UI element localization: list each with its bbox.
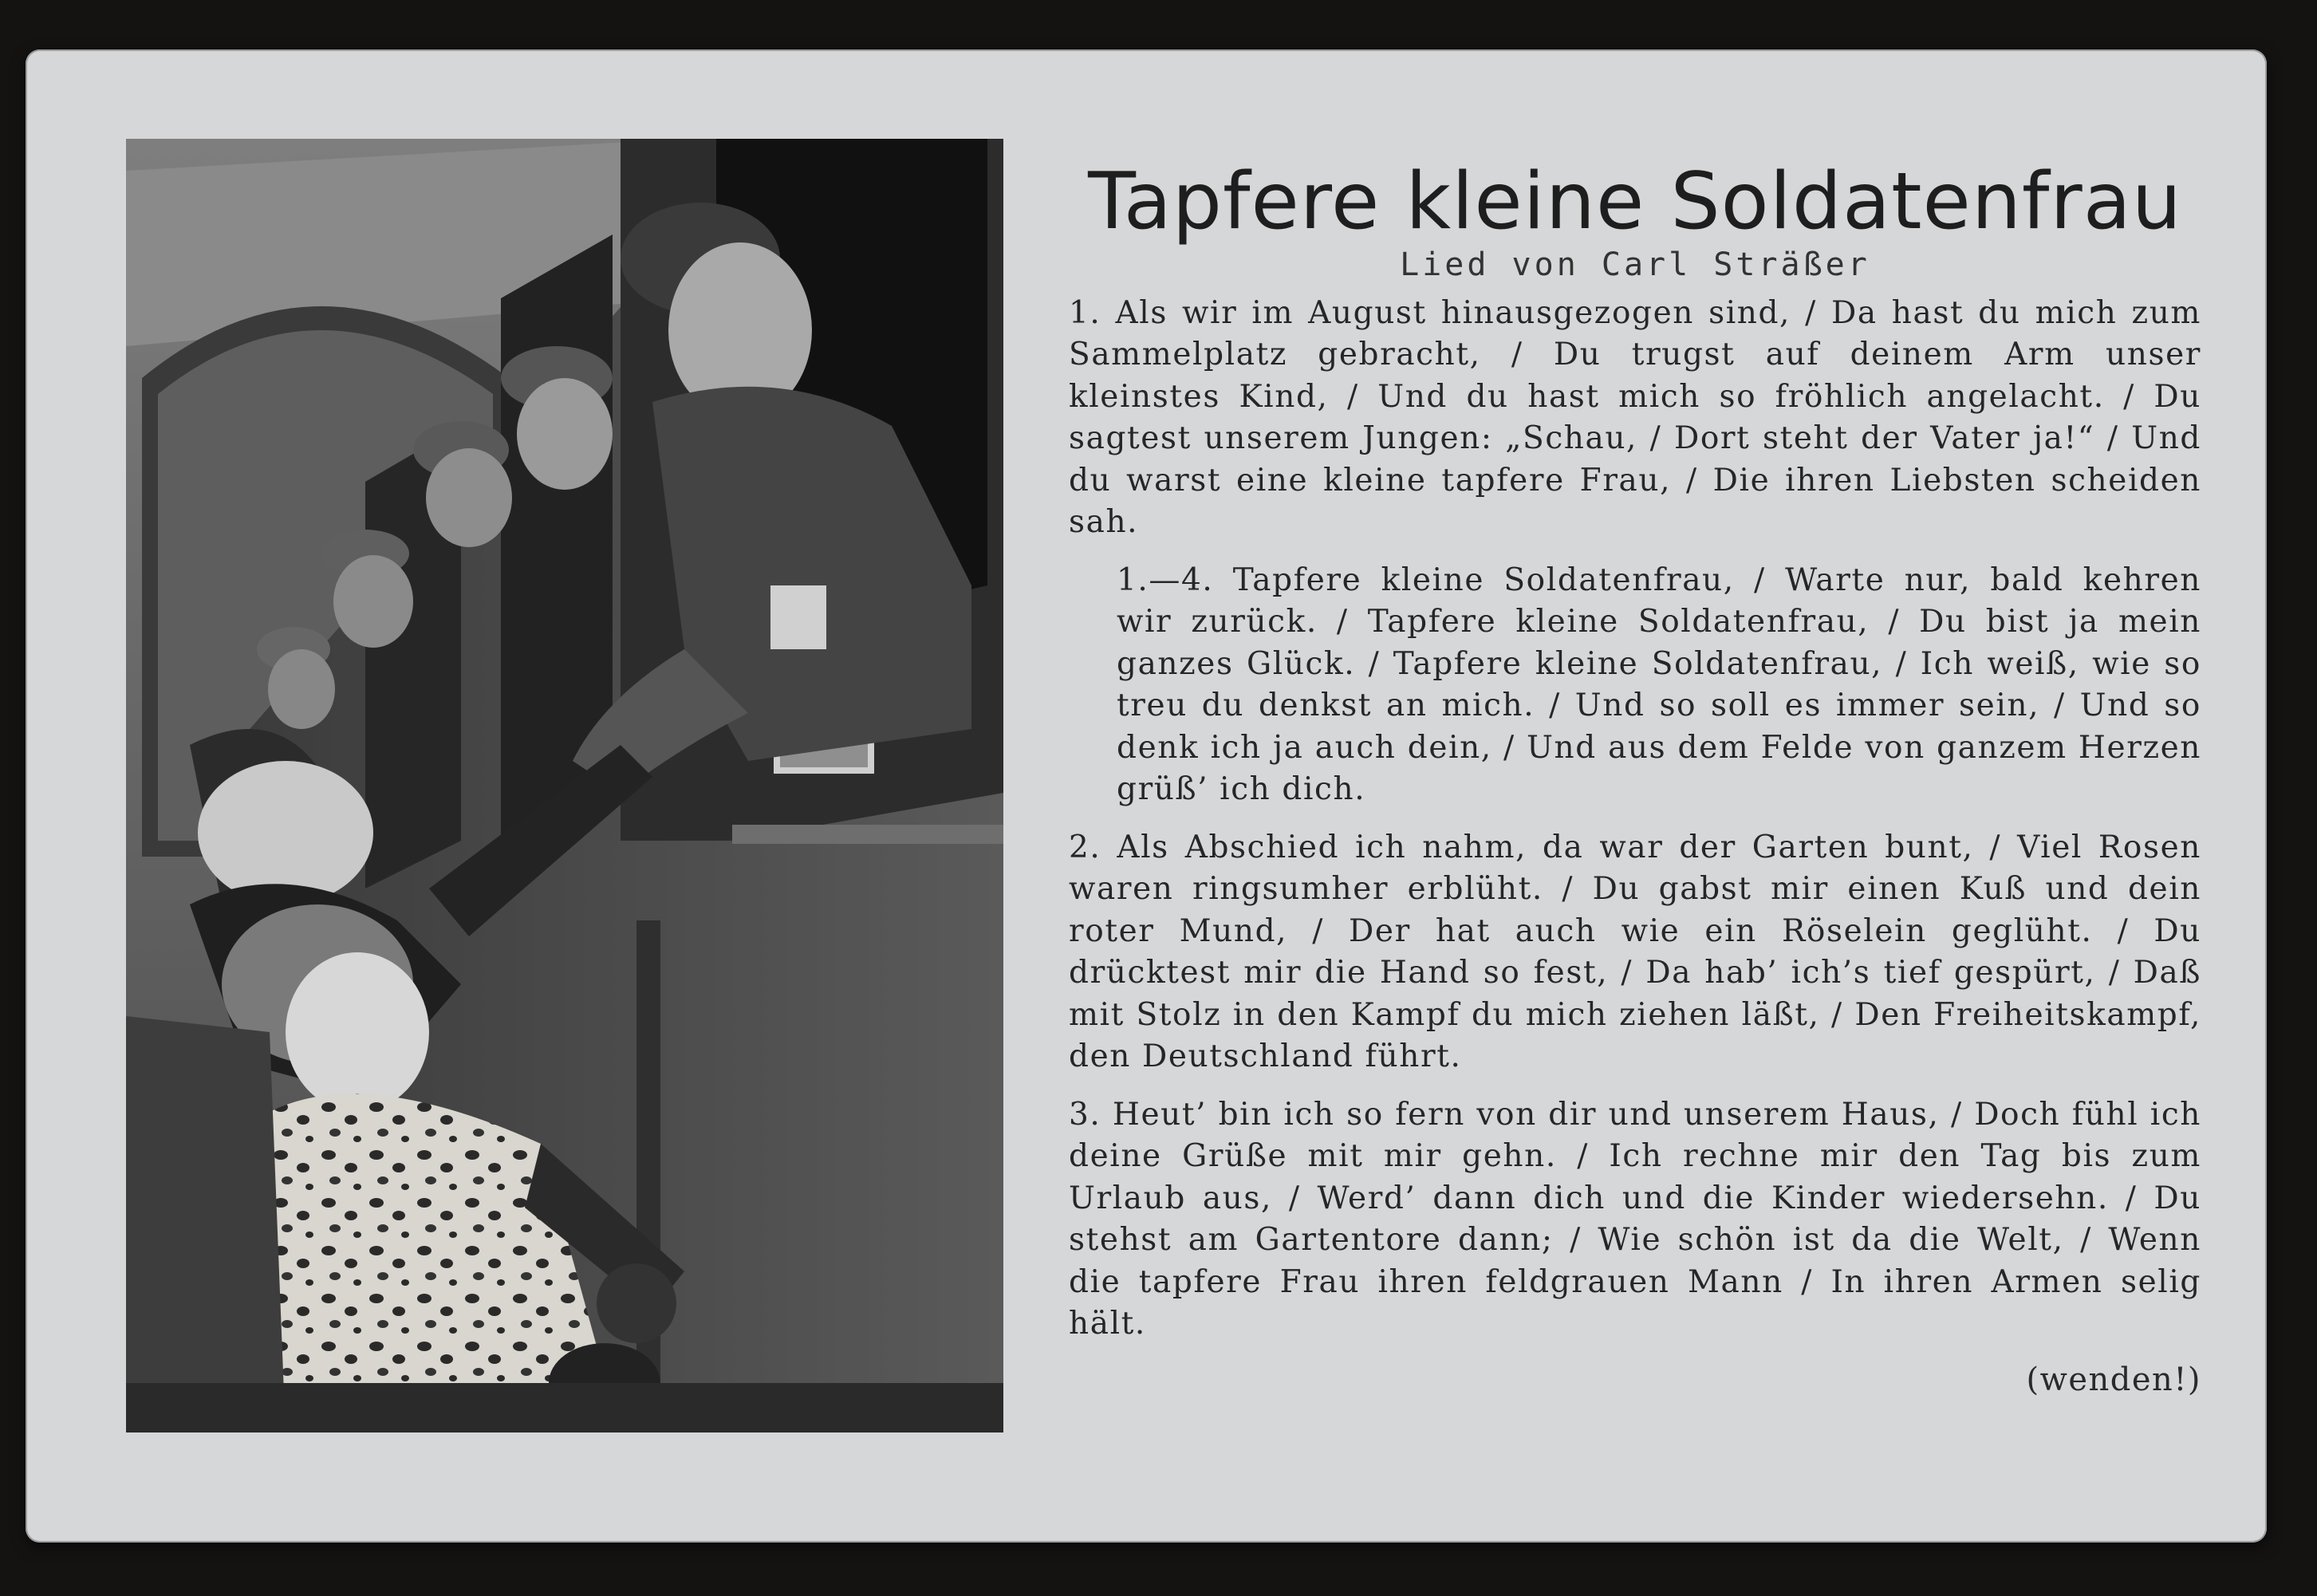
verse-3: 3. Heut’ bin ich so fern von dir und unserem Haus, / Doch fühl ich deine Grüße mit mir gehn. / Ich rechne mir den Tag bis zum Urlaub aus, / Werd’ dann dich und die Kinder wiedersehn. / Du stehst am Gartentore dann; / Wie schön ist da die Welt, / Wenn die tapfere Frau ihren feldgrauen Mann / In ihren Armen selig hält.: [1069, 1096, 2201, 1342]
photo-illustration: [126, 139, 1003, 1432]
photograph-train-farewell: [126, 139, 1003, 1432]
verse-2: 2. Als Abschied ich nahm, da war der Garten bunt, / Viel Rosen waren ringsumher erblüht. / Du gabst mir einen Kuß und dein roter Mund, / Der hat auch wie ein Röselein geglüht. / Du drücktest mir die Hand so fest, / Da hab’ ich’s tief gespürt, / Daß mit Stolz in den Kampf du mich ziehen läßt, / Den Freiheitskampf, den Deutschland führt.: [1069, 829, 2201, 1075]
turn-over-note: (wenden!): [2026, 1361, 2201, 1398]
song-text-column: [1069, 129, 2201, 1517]
song-subtitle: Lied von Carl Sträßer: [1400, 246, 1870, 283]
verse-1: 1. Als wir im August hinausgezogen sind, / Da hast du mich zum Sammelplatz gebracht, / Du trugst auf deinem Arm unser kleinstes Kind, / Und du hast mich so fröhlich angelacht. / Du sagtest unserem Jungen: „Schau, / Dort steht der Vater ja!“ / Und du warst eine kleine tapfere Frau, / Die ihren Liebsten scheiden sah.: [1069, 294, 2201, 541]
song-title: Tapfere kleine Soldatenfrau: [1088, 156, 2182, 247]
postcard: [26, 49, 2267, 1543]
refrain: 1.—4. Tapfere kleine Soldatenfrau, / Warte nur, bald kehren wir zurück. / Tapfere kleine Soldatenfrau, / Du bist ja mein ganzes Glück. / Tapfere kleine Soldatenfrau, / Ich weiß, wie so treu du denkst an mich. / Und so soll es immer sein, / Und so denk ich ja auch dein, / Und aus dem Felde von ganzem Herzen grüß’ ich dich.: [1117, 562, 2201, 808]
